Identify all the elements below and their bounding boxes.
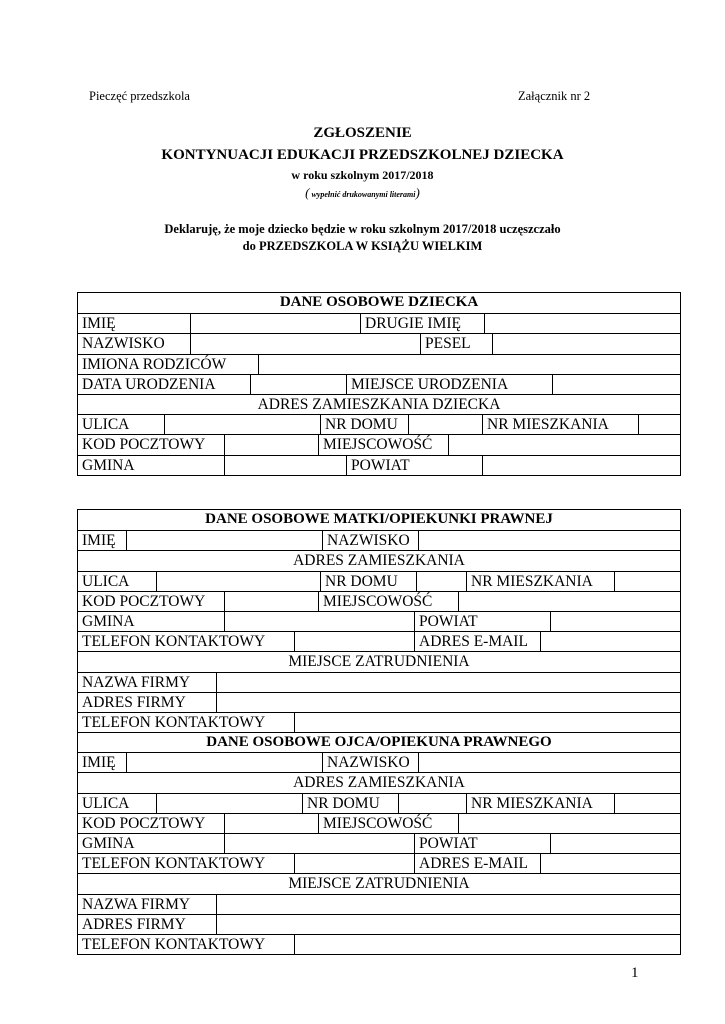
table-row [78, 611, 680, 631]
father-surname-label: NAZWISKO [322, 753, 418, 772]
father-first-name-field[interactable] [126, 753, 322, 772]
child-street-field[interactable] [164, 415, 320, 434]
table-row [78, 934, 680, 954]
child-commune-field[interactable] [224, 456, 346, 475]
mother-street-label: ULICA [82, 572, 130, 590]
child-birth-place-label: MIEJSCE URODZENIA [346, 375, 552, 394]
child-house-no-label: NR DOMU [320, 415, 408, 434]
mother-email-field[interactable] [540, 632, 680, 651]
table-row [78, 313, 680, 333]
father-district-field[interactable] [550, 834, 680, 853]
table-row [78, 414, 680, 434]
father-street-field[interactable] [156, 794, 302, 813]
child-address-heading: ADRES ZAMIESZKANIA DZIECKA [257, 395, 501, 413]
mother-company-address-field[interactable] [216, 693, 680, 712]
parents-data-table [77, 509, 681, 955]
father-first-name-label: IMIĘ [82, 754, 116, 772]
mother-town-label: MIEJSCOWOŚĆ [318, 592, 458, 611]
child-birth-date-field[interactable] [250, 375, 346, 394]
table-row [78, 374, 680, 394]
father-address-heading: ADRES ZAMIESZKANIA [293, 774, 465, 792]
page-number: 1 [631, 965, 639, 981]
school-year: w roku szkolnym 2017/2018 [291, 168, 434, 182]
mother-commune-label: GMINA [82, 612, 135, 630]
table-row [78, 732, 680, 752]
table-row [78, 530, 680, 550]
table-row [78, 813, 680, 833]
child-flat-no-label: NR MIESZKANIA [482, 415, 638, 434]
table-row [78, 873, 680, 893]
father-email-label: ADRES E-MAIL [414, 854, 540, 873]
table-row [78, 631, 680, 651]
father-surname-field[interactable] [418, 753, 680, 772]
mother-house-no-label: NR DOMU [320, 572, 416, 591]
father-commune-field[interactable] [224, 834, 414, 853]
child-second-name-field[interactable] [484, 314, 680, 333]
table-row [78, 394, 680, 414]
mother-surname-field[interactable] [418, 531, 680, 550]
mother-email-label: ADRES E-MAIL [414, 632, 540, 651]
mother-phone-label: TELEFON KONTAKTOWY [82, 633, 266, 651]
table-row [78, 333, 680, 353]
child-pesel-label: PESEL [420, 334, 492, 353]
table-row [78, 692, 680, 712]
declaration-line1: Deklaruję, że moje dziecko będzie w roku szkolnym 2017/2018 uczęszczało [164, 222, 561, 236]
father-company-address-label: ADRES FIRMY [82, 915, 186, 933]
father-town-field[interactable] [458, 814, 680, 833]
table-row [78, 651, 680, 671]
mother-employment-heading: MIEJSCE ZATRUDNIENIA [288, 653, 470, 671]
child-surname-field[interactable] [190, 334, 420, 353]
mother-commune-field[interactable] [224, 612, 414, 631]
stamp-label: Pieczęć przedszkola [89, 89, 190, 103]
form-title: ZGŁOSZENIE [313, 125, 412, 141]
mother-district-label: POWIAT [414, 612, 550, 631]
mother-company-address-label: ADRES FIRMY [82, 693, 186, 711]
mother-street-field[interactable] [156, 572, 320, 591]
table-row [78, 853, 680, 873]
table-row [78, 914, 680, 934]
form-subtitle: KONTYNUACJI EDUKACJI PRZEDSZKOLNEJ DZIECKA [161, 147, 564, 163]
father-district-label: POWIAT [414, 834, 550, 853]
table-row [78, 672, 680, 692]
mother-company-name-label: NAZWA FIRMY [82, 673, 191, 691]
child-birth-date-label: DATA URODZENIA [82, 375, 216, 393]
child-heading: DANE OSOBOWE DZIECKA [279, 294, 479, 310]
child-pesel-field[interactable] [492, 334, 680, 353]
child-house-no-field[interactable] [408, 415, 482, 434]
father-postal-code-label: KOD POCZTOWY [82, 814, 206, 832]
declaration-line2: do PRZEDSZKOLA W KSIĄŻU WIELKIM [242, 239, 483, 253]
child-district-field[interactable] [482, 456, 680, 475]
father-house-no-field[interactable] [398, 794, 466, 813]
child-town-field[interactable] [448, 435, 680, 454]
mother-town-field[interactable] [458, 592, 680, 611]
mother-flat-no-label: NR MIESZKANIA [466, 572, 614, 591]
father-company-name-label: NAZWA FIRMY [82, 895, 191, 913]
table-row [78, 571, 680, 591]
child-town-label: MIEJSCOWOŚĆ [318, 435, 448, 454]
father-company-phone-label: TELEFON KONTAKTOWY [82, 935, 266, 953]
mother-postal-code-field[interactable] [224, 592, 318, 611]
father-street-label: ULICA [82, 794, 130, 812]
table-row [78, 354, 680, 374]
father-flat-no-field[interactable] [614, 794, 680, 813]
mother-surname-label: NAZWISKO [322, 531, 418, 550]
mother-company-phone-field[interactable] [294, 713, 680, 732]
table-row [78, 293, 680, 313]
mother-house-no-field[interactable] [416, 572, 466, 591]
mother-district-field[interactable] [550, 612, 680, 631]
attachment-label: Załącznik nr 2 [518, 89, 591, 103]
father-phone-label: TELEFON KONTAKTOWY [82, 855, 266, 873]
table-row [78, 752, 680, 772]
child-second-name-label: DRUGIE IMIĘ [360, 314, 484, 333]
father-heading: DANE OSOBOWE OJCA/OPIEKUNA PRAWNEGO [206, 734, 552, 751]
child-parents-names-field[interactable] [258, 355, 680, 374]
table-row [78, 434, 680, 454]
mother-flat-no-field[interactable] [614, 572, 680, 591]
table-row [78, 591, 680, 611]
father-flat-no-label: NR MIESZKANIA [466, 794, 614, 813]
table-row [78, 712, 680, 732]
father-postal-code-field[interactable] [224, 814, 318, 833]
table-row [78, 894, 680, 914]
mother-heading: DANE OSOBOWE MATKI/OPIEKUNKI PRAWNEJ [205, 511, 553, 527]
child-commune-label: GMINA [82, 456, 135, 474]
father-employment-heading: MIEJSCE ZATRUDNIENIA [288, 875, 470, 893]
mother-first-name-field[interactable] [126, 531, 322, 550]
child-first-name-label: IMIĘ [82, 315, 116, 333]
father-company-phone-field[interactable] [294, 935, 680, 954]
father-company-name-field[interactable] [216, 895, 680, 914]
child-first-name-field[interactable] [190, 314, 360, 333]
father-company-address-field[interactable] [216, 915, 680, 934]
father-phone-field[interactable] [294, 854, 414, 873]
mother-postal-code-label: KOD POCZTOWY [82, 592, 206, 610]
table-row [78, 772, 680, 792]
mother-company-name-field[interactable] [216, 673, 680, 692]
father-email-field[interactable] [540, 854, 680, 873]
child-postal-code-label: KOD POCZTOWY [82, 436, 206, 454]
table-row [78, 833, 680, 853]
mother-phone-field[interactable] [294, 632, 414, 651]
mother-address-heading: ADRES ZAMIESZKANIA [293, 552, 465, 570]
table-row [78, 510, 680, 530]
child-parents-names-label: IMIONA RODZICÓW [82, 355, 227, 373]
fill-instruction: ( wypełnić drukowanymi literami) [305, 185, 420, 200]
table-row [78, 550, 680, 570]
child-street-label: ULICA [82, 416, 130, 434]
table-row [78, 793, 680, 813]
child-birth-place-field[interactable] [552, 375, 680, 394]
father-house-no-label: NR DOMU [302, 794, 398, 813]
child-surname-label: NAZWISKO [82, 335, 165, 353]
mother-first-name-label: IMIĘ [82, 532, 116, 550]
child-district-label: POWIAT [346, 456, 482, 475]
child-flat-no-field[interactable] [638, 415, 680, 434]
mother-company-phone-label: TELEFON KONTAKTOWY [82, 713, 266, 731]
father-town-label: MIEJSCOWOŚĆ [318, 814, 458, 833]
child-data-table [77, 292, 681, 476]
table-row [78, 455, 680, 475]
child-postal-code-field[interactable] [224, 435, 318, 454]
father-commune-label: GMINA [82, 835, 135, 852]
